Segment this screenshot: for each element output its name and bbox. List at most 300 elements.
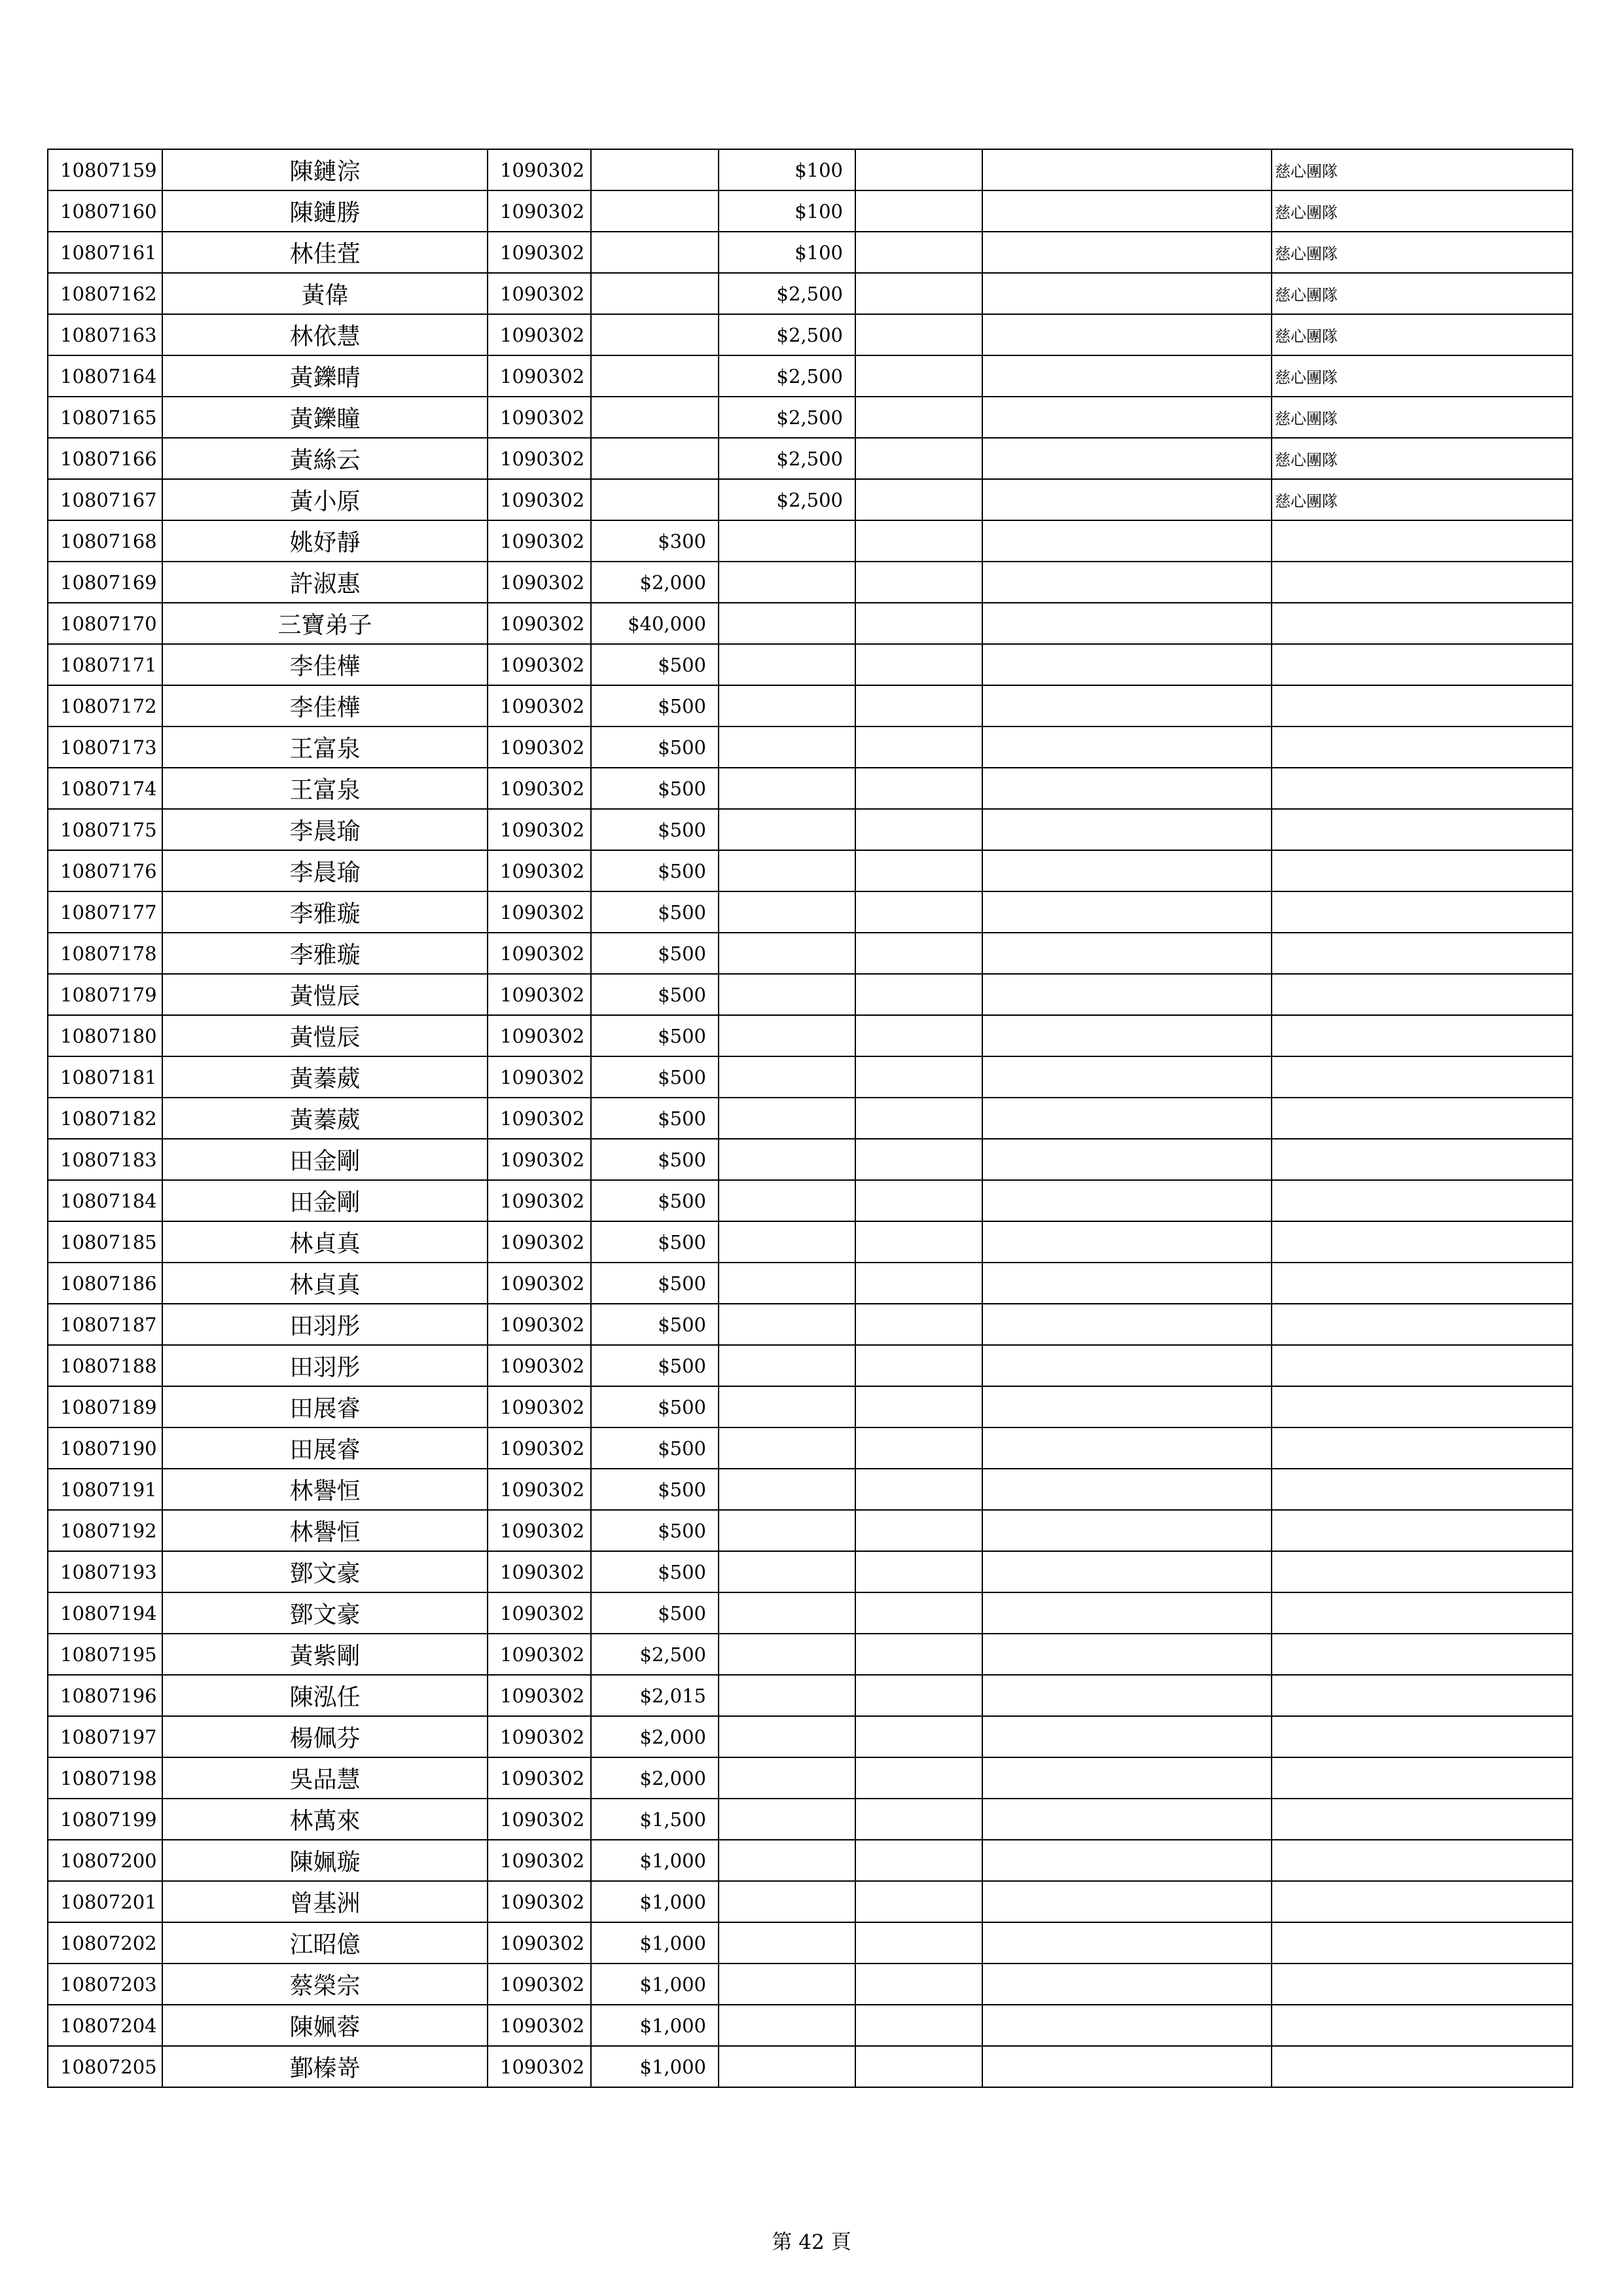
page-number: 第 42 頁: [772, 2231, 851, 2254]
ledger-body: [48, 149, 1573, 2087]
note-cell: [1272, 1221, 1573, 1263]
receipt-number-cell: 10807196: [48, 1675, 162, 1716]
column-6-cell: [855, 933, 982, 974]
amount-cell: $500: [591, 1180, 719, 1221]
table-row: [48, 232, 1573, 273]
amount-column-2-cell: [719, 1345, 855, 1386]
column-6-cell: [855, 1469, 982, 1510]
table-row: [48, 1056, 1573, 1098]
amount-column-2-cell: [719, 685, 855, 726]
amount-cell: $2,500: [591, 1634, 719, 1675]
table-row: [48, 1386, 1573, 1427]
amount-cell: [591, 397, 719, 438]
column-6-cell: [855, 1881, 982, 1922]
column-7-cell: [982, 809, 1272, 850]
table-row: [48, 644, 1573, 685]
column-6-cell: [855, 1304, 982, 1345]
date-cell: 1090302: [488, 644, 591, 685]
donor-name-cell: 黃愷辰: [162, 974, 488, 1015]
column-7-cell: [982, 520, 1272, 562]
amount-column-2-cell: $2,500: [719, 273, 855, 314]
column-6-cell: [855, 1592, 982, 1634]
date-cell: 1090302: [488, 891, 591, 933]
receipt-number-cell: 10807198: [48, 1757, 162, 1799]
receipt-number-cell: 10807169: [48, 562, 162, 603]
table-row: [48, 2046, 1573, 2087]
date-cell: 1090302: [488, 1139, 591, 1180]
note-cell: [1272, 562, 1573, 603]
donor-name-cell: 田金剛: [162, 1139, 488, 1180]
donor-name-cell: 鄞榛嵜: [162, 2046, 488, 2087]
column-6-cell: [855, 809, 982, 850]
amount-cell: $1,000: [591, 1922, 719, 1964]
receipt-number-cell: 10807171: [48, 644, 162, 685]
column-7-cell: [982, 1427, 1272, 1469]
amount-column-2-cell: [719, 1180, 855, 1221]
table-row: [48, 479, 1573, 520]
amount-column-2-cell: [719, 520, 855, 562]
column-7-cell: [982, 1757, 1272, 1799]
receipt-number-cell: 10807184: [48, 1180, 162, 1221]
donor-name-cell: 黃鑠瞳: [162, 397, 488, 438]
amount-column-2-cell: [719, 603, 855, 644]
column-7-cell: [982, 149, 1272, 190]
donor-name-cell: 楊佩芬: [162, 1716, 488, 1757]
note-cell: [1272, 1551, 1573, 1592]
column-6-cell: [855, 2005, 982, 2046]
amount-cell: $2,000: [591, 562, 719, 603]
column-6-cell: [855, 149, 982, 190]
column-7-cell: [982, 1304, 1272, 1345]
column-6-cell: [855, 891, 982, 933]
donor-name-cell: 林依慧: [162, 314, 488, 355]
amount-column-2-cell: [719, 726, 855, 768]
column-6-cell: [855, 1139, 982, 1180]
note-cell: [1272, 1922, 1573, 1964]
receipt-number-cell: 10807204: [48, 2005, 162, 2046]
amount-column-2-cell: [719, 1757, 855, 1799]
amount-cell: $500: [591, 1386, 719, 1427]
donor-name-cell: 李晨瑜: [162, 809, 488, 850]
column-6-cell: [855, 520, 982, 562]
receipt-number-cell: 10807188: [48, 1345, 162, 1386]
table-row: [48, 562, 1573, 603]
donor-name-cell: 王富泉: [162, 726, 488, 768]
table-row: [48, 273, 1573, 314]
date-cell: 1090302: [488, 1840, 591, 1881]
column-7-cell: [982, 479, 1272, 520]
note-cell: [1272, 1592, 1573, 1634]
amount-column-2-cell: [719, 1881, 855, 1922]
receipt-number-cell: 10807183: [48, 1139, 162, 1180]
receipt-number-cell: 10807162: [48, 273, 162, 314]
column-6-cell: [855, 1098, 982, 1139]
date-cell: 1090302: [488, 438, 591, 479]
donor-name-cell: 陳鏈淙: [162, 149, 488, 190]
date-cell: 1090302: [488, 768, 591, 809]
donor-name-cell: 黃蓁葳: [162, 1098, 488, 1139]
column-7-cell: [982, 438, 1272, 479]
date-cell: 1090302: [488, 1221, 591, 1263]
amount-column-2-cell: [719, 644, 855, 685]
donor-name-cell: 林佳萓: [162, 232, 488, 273]
date-cell: 1090302: [488, 520, 591, 562]
amount-cell: [591, 479, 719, 520]
date-cell: 1090302: [488, 933, 591, 974]
table-row: [48, 397, 1573, 438]
column-7-cell: [982, 974, 1272, 1015]
table-row: [48, 1221, 1573, 1263]
donor-name-cell: 黃鑠晴: [162, 355, 488, 397]
receipt-number-cell: 10807197: [48, 1716, 162, 1757]
column-7-cell: [982, 891, 1272, 933]
column-7-cell: [982, 933, 1272, 974]
note-cell: 慈心團隊: [1272, 479, 1573, 520]
note-cell: 慈心團隊: [1272, 273, 1573, 314]
column-7-cell: [982, 768, 1272, 809]
note-cell: [1272, 1675, 1573, 1716]
date-cell: 1090302: [488, 1469, 591, 1510]
note-cell: [1272, 1304, 1573, 1345]
note-cell: [1272, 1263, 1573, 1304]
receipt-number-cell: 10807168: [48, 520, 162, 562]
receipt-number-cell: 10807173: [48, 726, 162, 768]
date-cell: 1090302: [488, 1551, 591, 1592]
amount-column-2-cell: [719, 891, 855, 933]
amount-cell: [591, 355, 719, 397]
receipt-number-cell: 10807201: [48, 1881, 162, 1922]
date-cell: 1090302: [488, 1716, 591, 1757]
receipt-number-cell: 10807193: [48, 1551, 162, 1592]
note-cell: [1272, 726, 1573, 768]
table-row: [48, 1922, 1573, 1964]
table-row: [48, 1716, 1573, 1757]
donation-ledger-table: [47, 149, 1573, 2088]
column-6-cell: [855, 355, 982, 397]
donor-name-cell: 李佳樺: [162, 644, 488, 685]
donor-name-cell: 林譽恒: [162, 1469, 488, 1510]
receipt-number-cell: 10807180: [48, 1015, 162, 1056]
column-7-cell: [982, 1098, 1272, 1139]
date-cell: 1090302: [488, 1757, 591, 1799]
table-row: [48, 1469, 1573, 1510]
amount-cell: [591, 149, 719, 190]
amount-column-2-cell: [719, 562, 855, 603]
column-6-cell: [855, 1675, 982, 1716]
column-7-cell: [982, 1345, 1272, 1386]
date-cell: 1090302: [488, 2005, 591, 2046]
note-cell: 慈心團隊: [1272, 149, 1573, 190]
column-6-cell: [855, 1757, 982, 1799]
amount-column-2-cell: [719, 1964, 855, 2005]
table-row: [48, 1799, 1573, 1840]
donor-name-cell: 陳鏈勝: [162, 190, 488, 232]
note-cell: [1272, 1098, 1573, 1139]
receipt-number-cell: 10807189: [48, 1386, 162, 1427]
date-cell: 1090302: [488, 562, 591, 603]
receipt-number-cell: 10807161: [48, 232, 162, 273]
column-6-cell: [855, 1634, 982, 1675]
amount-column-2-cell: [719, 1056, 855, 1098]
donor-name-cell: 田羽彤: [162, 1345, 488, 1386]
date-cell: 1090302: [488, 850, 591, 891]
donor-name-cell: 陳姵蓉: [162, 2005, 488, 2046]
note-cell: [1272, 1180, 1573, 1221]
receipt-number-cell: 10807186: [48, 1263, 162, 1304]
amount-column-2-cell: [719, 933, 855, 974]
column-6-cell: [855, 685, 982, 726]
column-7-cell: [982, 397, 1272, 438]
column-6-cell: [855, 2046, 982, 2087]
amount-column-2-cell: [719, 1675, 855, 1716]
column-6-cell: [855, 1922, 982, 1964]
column-6-cell: [855, 190, 982, 232]
column-6-cell: [855, 1716, 982, 1757]
date-cell: 1090302: [488, 2046, 591, 2087]
receipt-number-cell: 10807165: [48, 397, 162, 438]
receipt-number-cell: 10807167: [48, 479, 162, 520]
table-row: [48, 1675, 1573, 1716]
receipt-number-cell: 10807205: [48, 2046, 162, 2087]
column-6-cell: [855, 1386, 982, 1427]
column-7-cell: [982, 1964, 1272, 2005]
table-row: [48, 603, 1573, 644]
column-6-cell: [855, 232, 982, 273]
amount-column-2-cell: [719, 850, 855, 891]
amount-cell: [591, 232, 719, 273]
column-6-cell: [855, 1180, 982, 1221]
amount-cell: $500: [591, 1469, 719, 1510]
receipt-number-cell: 10807182: [48, 1098, 162, 1139]
column-7-cell: [982, 1015, 1272, 1056]
column-7-cell: [982, 1139, 1272, 1180]
column-6-cell: [855, 1345, 982, 1386]
note-cell: [1272, 1799, 1573, 1840]
donor-name-cell: 姚妤靜: [162, 520, 488, 562]
column-7-cell: [982, 644, 1272, 685]
receipt-number-cell: 10807178: [48, 933, 162, 974]
receipt-number-cell: 10807172: [48, 685, 162, 726]
amount-column-2-cell: [719, 1840, 855, 1881]
amount-column-2-cell: [719, 1551, 855, 1592]
amount-cell: $1,000: [591, 2046, 719, 2087]
table-row: [48, 1964, 1573, 2005]
table-row: [48, 891, 1573, 933]
donor-name-cell: 李佳樺: [162, 685, 488, 726]
receipt-number-cell: 10807177: [48, 891, 162, 933]
note-cell: [1272, 685, 1573, 726]
date-cell: 1090302: [488, 1592, 591, 1634]
column-6-cell: [855, 768, 982, 809]
amount-column-2-cell: [719, 1922, 855, 1964]
amount-column-2-cell: [719, 1139, 855, 1180]
table-row: [48, 1427, 1573, 1469]
column-7-cell: [982, 1180, 1272, 1221]
date-cell: 1090302: [488, 1180, 591, 1221]
note-cell: 慈心團隊: [1272, 190, 1573, 232]
date-cell: 1090302: [488, 397, 591, 438]
donor-name-cell: 林貞真: [162, 1263, 488, 1304]
note-cell: [1272, 1056, 1573, 1098]
column-7-cell: [982, 1922, 1272, 1964]
amount-column-2-cell: [719, 809, 855, 850]
table-row: [48, 190, 1573, 232]
column-7-cell: [982, 355, 1272, 397]
column-6-cell: [855, 562, 982, 603]
table-row: [48, 1840, 1573, 1881]
column-6-cell: [855, 850, 982, 891]
donor-name-cell: 李晨瑜: [162, 850, 488, 891]
column-6-cell: [855, 479, 982, 520]
column-7-cell: [982, 2046, 1272, 2087]
receipt-number-cell: 10807203: [48, 1964, 162, 2005]
amount-cell: $1,000: [591, 2005, 719, 2046]
amount-column-2-cell: [719, 1469, 855, 1510]
amount-column-2-cell: $2,500: [719, 314, 855, 355]
donor-name-cell: 黃愷辰: [162, 1015, 488, 1056]
column-7-cell: [982, 850, 1272, 891]
amount-column-2-cell: [719, 1592, 855, 1634]
note-cell: [1272, 644, 1573, 685]
column-7-cell: [982, 726, 1272, 768]
date-cell: 1090302: [488, 1263, 591, 1304]
amount-cell: $500: [591, 1551, 719, 1592]
column-7-cell: [982, 190, 1272, 232]
amount-cell: $2,015: [591, 1675, 719, 1716]
column-6-cell: [855, 1056, 982, 1098]
note-cell: 慈心團隊: [1272, 232, 1573, 273]
table-row: [48, 974, 1573, 1015]
donor-name-cell: 林萬來: [162, 1799, 488, 1840]
table-row: [48, 1345, 1573, 1386]
table-row: [48, 1139, 1573, 1180]
column-7-cell: [982, 1675, 1272, 1716]
date-cell: 1090302: [488, 685, 591, 726]
donor-name-cell: 黃偉: [162, 273, 488, 314]
note-cell: [1272, 1716, 1573, 1757]
amount-column-2-cell: [719, 1263, 855, 1304]
amount-column-2-cell: [719, 1386, 855, 1427]
note-cell: [1272, 1427, 1573, 1469]
note-cell: 慈心團隊: [1272, 314, 1573, 355]
receipt-number-cell: 10807185: [48, 1221, 162, 1263]
column-6-cell: [855, 726, 982, 768]
amount-cell: $2,000: [591, 1757, 719, 1799]
date-cell: 1090302: [488, 1056, 591, 1098]
date-cell: 1090302: [488, 355, 591, 397]
date-cell: 1090302: [488, 1015, 591, 1056]
amount-cell: $500: [591, 768, 719, 809]
amount-cell: $500: [591, 1221, 719, 1263]
receipt-number-cell: 10807176: [48, 850, 162, 891]
column-6-cell: [855, 1015, 982, 1056]
amount-cell: $500: [591, 1345, 719, 1386]
table-row: [48, 1634, 1573, 1675]
amount-cell: $500: [591, 1139, 719, 1180]
receipt-number-cell: 10807174: [48, 768, 162, 809]
donor-name-cell: 江昭億: [162, 1922, 488, 1964]
amount-column-2-cell: $2,500: [719, 438, 855, 479]
receipt-number-cell: 10807175: [48, 809, 162, 850]
donor-name-cell: 田金剛: [162, 1180, 488, 1221]
receipt-number-cell: 10807199: [48, 1799, 162, 1840]
column-6-cell: [855, 1263, 982, 1304]
table-row: [48, 438, 1573, 479]
column-6-cell: [855, 1840, 982, 1881]
table-row: [48, 1015, 1573, 1056]
receipt-number-cell: 10807202: [48, 1922, 162, 1964]
note-cell: [1272, 1510, 1573, 1551]
amount-column-2-cell: $2,500: [719, 397, 855, 438]
donor-name-cell: 三寶弟子: [162, 603, 488, 644]
donor-name-cell: 黃絲云: [162, 438, 488, 479]
date-cell: 1090302: [488, 190, 591, 232]
column-7-cell: [982, 1799, 1272, 1840]
donor-name-cell: 李雅璇: [162, 891, 488, 933]
table-row: [48, 1180, 1573, 1221]
note-cell: [1272, 1469, 1573, 1510]
column-7-cell: [982, 1881, 1272, 1922]
amount-column-2-cell: [719, 1098, 855, 1139]
donor-name-cell: 林譽恒: [162, 1510, 488, 1551]
table-row: [48, 1510, 1573, 1551]
donor-name-cell: 鄧文豪: [162, 1592, 488, 1634]
date-cell: 1090302: [488, 1675, 591, 1716]
receipt-number-cell: 10807195: [48, 1634, 162, 1675]
amount-cell: $500: [591, 1427, 719, 1469]
amount-cell: [591, 273, 719, 314]
table-row: [48, 1757, 1573, 1799]
note-cell: [1272, 933, 1573, 974]
donor-name-cell: 黃小原: [162, 479, 488, 520]
table-row: [48, 1881, 1573, 1922]
receipt-number-cell: 10807163: [48, 314, 162, 355]
date-cell: 1090302: [488, 1634, 591, 1675]
donor-name-cell: 李雅璇: [162, 933, 488, 974]
note-cell: [1272, 603, 1573, 644]
donor-name-cell: 鄧文豪: [162, 1551, 488, 1592]
note-cell: [1272, 850, 1573, 891]
receipt-number-cell: 10807192: [48, 1510, 162, 1551]
date-cell: 1090302: [488, 1799, 591, 1840]
amount-cell: $500: [591, 1015, 719, 1056]
amount-cell: $1,000: [591, 1840, 719, 1881]
note-cell: [1272, 1964, 1573, 2005]
table-row: [48, 355, 1573, 397]
donor-name-cell: 吳品慧: [162, 1757, 488, 1799]
column-7-cell: [982, 1634, 1272, 1675]
amount-cell: $500: [591, 809, 719, 850]
table-row: [48, 1098, 1573, 1139]
amount-column-2-cell: [719, 974, 855, 1015]
note-cell: [1272, 1881, 1573, 1922]
amount-cell: $500: [591, 1304, 719, 1345]
date-cell: 1090302: [488, 1922, 591, 1964]
amount-cell: [591, 438, 719, 479]
amount-cell: $2,000: [591, 1716, 719, 1757]
amount-cell: [591, 190, 719, 232]
note-cell: [1272, 2046, 1573, 2087]
column-7-cell: [982, 562, 1272, 603]
date-cell: 1090302: [488, 1427, 591, 1469]
column-6-cell: [855, 1427, 982, 1469]
column-7-cell: [982, 1551, 1272, 1592]
receipt-number-cell: 10807159: [48, 149, 162, 190]
column-7-cell: [982, 273, 1272, 314]
date-cell: 1090302: [488, 603, 591, 644]
note-cell: 慈心團隊: [1272, 438, 1573, 479]
donor-name-cell: 田展睿: [162, 1386, 488, 1427]
